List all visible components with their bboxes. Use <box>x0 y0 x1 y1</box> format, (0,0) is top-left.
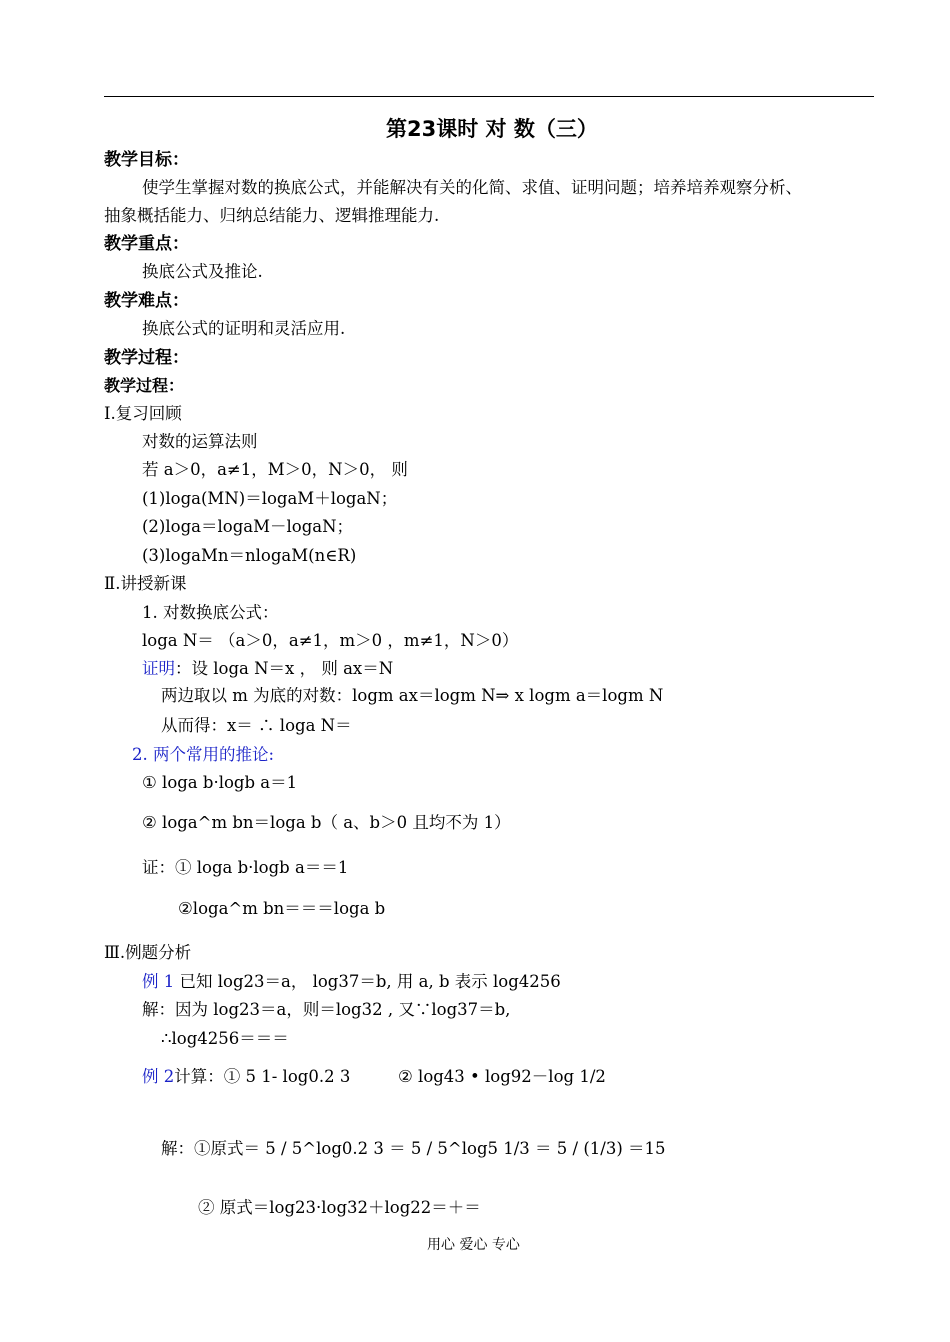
proof-line2: 两边取以 m 为底的对数：logm ax＝logm N⇒ x logm a＝logm N <box>161 686 664 705</box>
proof-text: ：设 loga N＝x ， 则 ax＝N <box>175 659 394 678</box>
top-rule <box>104 96 874 97</box>
examples-heading: Ⅲ.例题分析 <box>104 943 192 962</box>
new-lesson-heading: Ⅱ.讲授新课 <box>104 574 187 593</box>
example1-line <box>142 971 561 993</box>
page-title: 第23课时 对 数（三） <box>386 117 598 141</box>
process-heading-2: 教学过程： <box>104 376 185 395</box>
key-heading: 教学重点： <box>104 234 189 254</box>
difficulty-heading: 教学难点： <box>104 291 189 311</box>
example1-solution-2: ∴log4256＝＝＝ <box>161 1029 289 1048</box>
review-heading: Ⅰ.复习回顾 <box>104 404 182 423</box>
review-rule3: (3)logaMn＝nlogaM(n∈R) <box>142 546 357 565</box>
review-line1: 对数的运算法则 <box>142 432 258 451</box>
corollary-2: ② loga^m bn＝loga b（ a、b＞0 且均不为 1） <box>142 813 511 832</box>
example2-solution-1: 解：①原式＝ 5 / 5^log0.2 3 ＝ 5 / 5^log5 1/3 ＝ 5 / (1/3) ＝15 <box>161 1139 666 1158</box>
review-rule1: (1)loga(MN)＝logaM＋logaN； <box>142 489 398 508</box>
corollary-proof-1: 证：① loga b·logb a＝＝1 <box>142 858 349 877</box>
corollary-heading: 2. 两个常用的推论: <box>132 745 275 764</box>
key-text: 换底公式及推论. <box>142 262 263 281</box>
difficulty-text: 换底公式的证明和灵活应用. <box>142 319 346 338</box>
example2-text: 计算：① 5 1- log0.2 3 <box>174 1067 351 1086</box>
corollary-1: ① loga b·logb a＝1 <box>142 773 298 792</box>
example2-solution-2: ② 原式＝log23·log32＋log22＝＋＝ <box>198 1198 481 1217</box>
goal-text-1: 使学生掌握对数的换底公式，并能解决有关的化简、求值、证明问题；培养培养观察分析、 <box>142 178 802 197</box>
example2-label: 例 2 <box>142 1067 175 1086</box>
process-heading-1: 教学过程： <box>104 348 189 368</box>
goal-heading: 教学目标： <box>104 150 189 170</box>
example2-line <box>142 1066 350 1088</box>
page-footer: 用心 爱心 专心 <box>427 1237 520 1253</box>
review-line2: 若 a＞0，a≠1，M＞0，N＞0， 则 <box>142 460 408 479</box>
example1-solution: 解：因为 log23＝a，则＝log32 , 又∵log37＝b, <box>142 1000 511 1019</box>
review-rule2: (2)loga＝logaM－logaN； <box>142 517 354 536</box>
goal-text-2: 抽象概括能力、归纳总结能力、逻辑推理能力. <box>104 206 440 225</box>
proof-label: 证明 <box>142 659 175 678</box>
proof-line3: 从而得：x＝ ∴ loga N＝ <box>161 716 352 735</box>
example2-text-b: ② log43 • log92－log 1/2 <box>398 1067 606 1086</box>
change-of-base-formula: loga N＝ （a＞0，a≠1，m＞0 ，m≠1，N＞0） <box>142 631 519 650</box>
example1-label: 例 1 <box>142 972 175 991</box>
change-of-base-heading: 1. 对数换底公式： <box>142 603 279 622</box>
example1-text: 已知 log23＝a， log37＝b, 用 a, b 表示 log4256 <box>174 972 561 991</box>
proof-line1 <box>142 658 393 680</box>
corollary-proof-2: ②loga^m bn＝＝＝loga b <box>178 899 386 918</box>
